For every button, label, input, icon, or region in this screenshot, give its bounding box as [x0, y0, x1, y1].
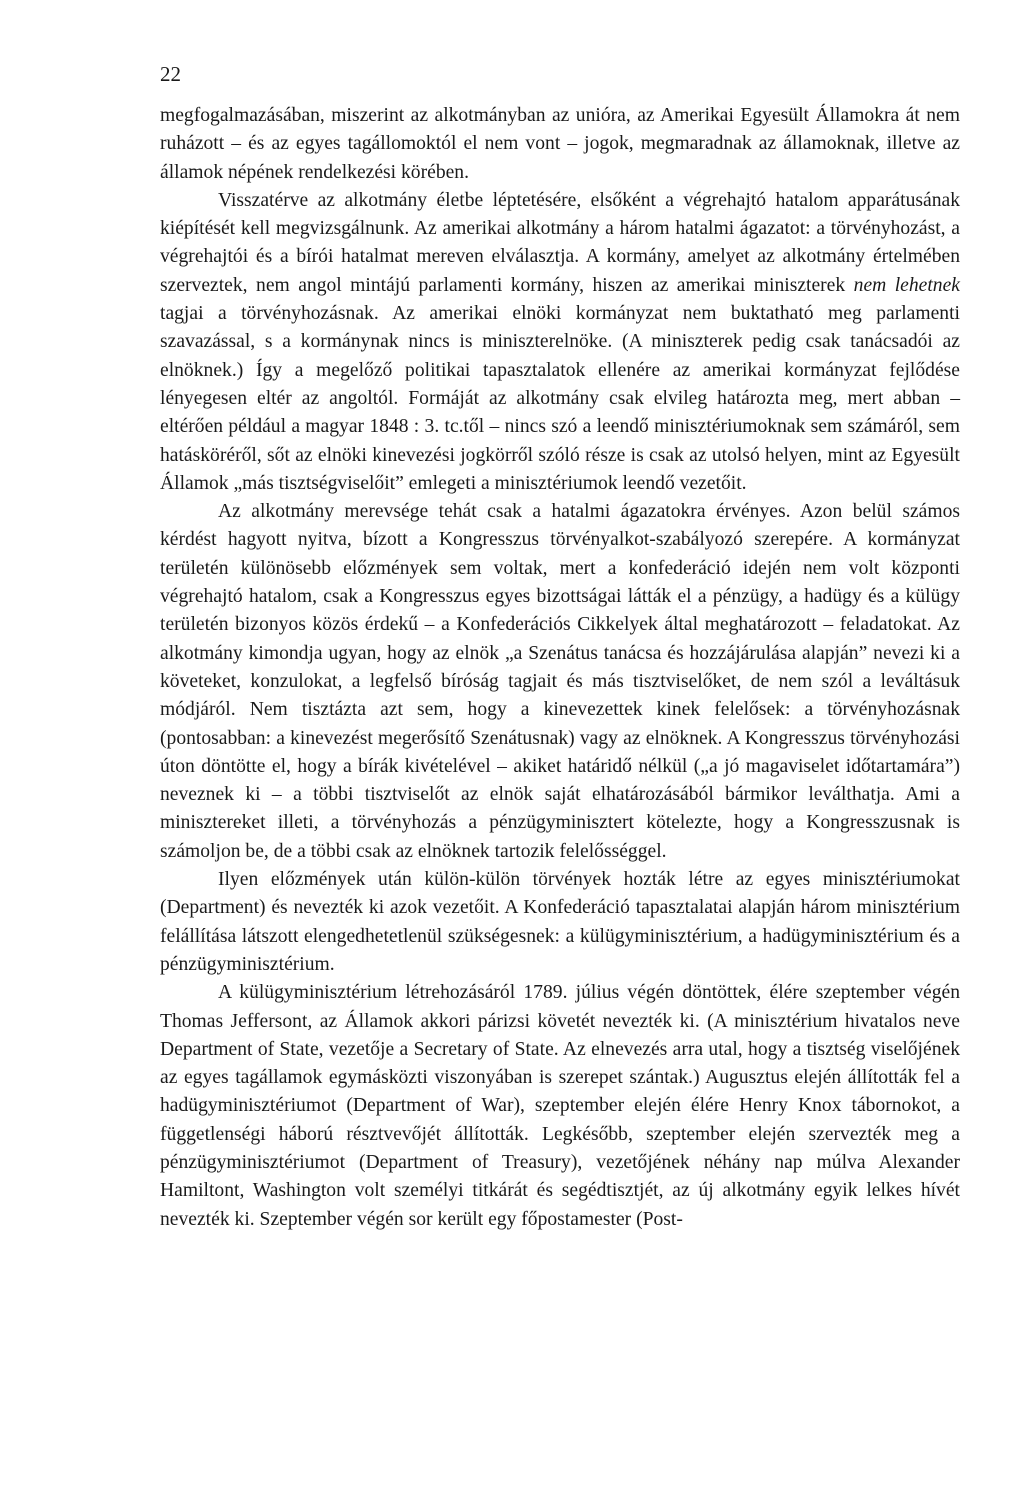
page-number: 22: [160, 62, 181, 86]
paragraph-3: [160, 498, 960, 866]
paragraph-1-text: megfogalmazásában, miszerint az alkotmányban az unióra, az Amerikai Egyesült Államokra át nem ruházott – és az egyes tagállomoktól el nem vont – jogok, megmaradnak az államoknak, illetve az államok népének rendelkezési körében.: [160, 105, 960, 183]
paragraph-2-emphasis: nem lehetnek: [853, 274, 961, 296]
paragraph-4: [160, 866, 960, 979]
paragraph-2-text-b: tagjai a törvényhozásnak. Az amerikai elnöki kormányzat nem buktatható meg parlamenti szavazással, s a kormánynak nincs is miniszterelnöke. (A miniszterek pedig csak tanácsadói az elnöknek.) Így a megelőző politikai tapasztalatok ellenére az amerikai kormányzat fejlődése lényegesen eltér az angoltól. Formáját az alkotmány csak elvileg határozta meg, mert abban – eltérően például a magyar 1848 : 3. tc.től – nincs szó a leendő minisztériumoknak sem számáról, sem hatásköréről, sőt az elnöki kinevezési jogkörről szóló része is csak az utolsó helyen, mint az Egyesült Államok „más tisztségviselőit” emlegeti a minisztériumok leendő vezetőit.: [160, 303, 960, 494]
book-page: [160, 60, 960, 1234]
paragraph-1: [160, 102, 960, 187]
paragraph-5: [160, 979, 960, 1234]
paragraph-2-text-a: Visszatérve az alkotmány életbe léptetésére, elsőként a végrehajtó hatalom apparátusának kiépítését kell megvizsgálnunk. Az amerikai alkotmány a három hatalmi ágazatot: a törvényhozást, a végrehajtói és a bírói hatalmat mereven elválasztja. A kormány, amelyet az alkotmány értelmében szerveztek, nem angol mintájú parlamenti kormány, hiszen az amerikai miniszterek: [160, 189, 960, 296]
paragraph-5-text: A külügyminisztérium létrehozásáról 1789. július végén döntöttek, élére szeptember végén Thomas Jeffersont, az Államok akkori párizsi követét nevezték ki. (A minisztérium hivatalos neve Department of State, vezetője a Secretary of State. Az elnevezés arra utal, hogy a tisztség viselőjének az egyes tagállamok egymásközti viszonyában is szerepet szántak.) Augusztus elején állították fel a hadügyminisztériumot (Department of War), szeptember elején élére Henry Knox tábornokot, a függetlenségi háború résztvevőjét állították. Legkésőbb, szeptember elején szervezték meg a pénzügyminisztériumot (Department of Treasury), vezetőjének néhány nap múlva Alexander Hamiltont, Washington volt személyi titkárát és segédtisztjét, az új alkotmány egyik lelkes hívét nevezték ki. Szeptember végén sor került egy főpostamester (Post-: [160, 982, 960, 1230]
paragraph-2: [160, 187, 960, 498]
paragraph-3-text: Az alkotmány merevsége tehát csak a hatalmi ágazatokra érvényes. Azon belül számos kérdést hagyott nyitva, bízott a Kongresszus törvényalkot-szabályozó szerepére. A kormányzat területén különösebb előzmények sem voltak, mert a konfederáció idején nem volt központi végrehajtó hatalom, csak a Kongresszus egyes bizottságai látták el a pénzügy, a hadügy és a külügy területén bizonyos közös érdekű – a Konfederációs Cikkelyek által meghatározott – feladatokat. Az alkotmány kimondja ugyan, hogy az elnök „a Szenátus tanácsa és hozzájárulása alapján” nevezi ki a követeket, konzulokat, a legfelső bíróság tagjait és más tisztviselőket, de nem szól a leváltásuk módjáról. Nem tisztázta azt sem, hogy a kinevezettek kinek felelősek: a törvényhozásnak (pontosabban: a kinevezést megerősítő Szenátusnak) vagy az elnöknek. A Kongresszus törvényhozási úton döntötte el, hogy a bírák kivételével – akiket határidő nélkül („a jó magaviselet időtartamára”) neveznek ki – a többi tisztviselőt az elnök saját elhatározásából bármikor leválthatja. Ami a minisztereket illeti, a törvényhozás a pénzügyminisztert kötelezte, hogy a Kongresszusnak is számoljon be, de a többi csak az elnöknek tartozik felelősséggel.: [160, 501, 960, 862]
paragraph-4-text: Ilyen előzmények után külön-külön törvények hozták létre az egyes minisztériumokat (Department) és nevezték ki azok vezetőit. A Konfederáció tapasztalatai alapján három minisztérium felállítása látszott elengedhetetlenül szükségesnek: a külügyminisztérium, a hadügyminisztérium és a pénzügyminisztérium.: [160, 869, 960, 975]
